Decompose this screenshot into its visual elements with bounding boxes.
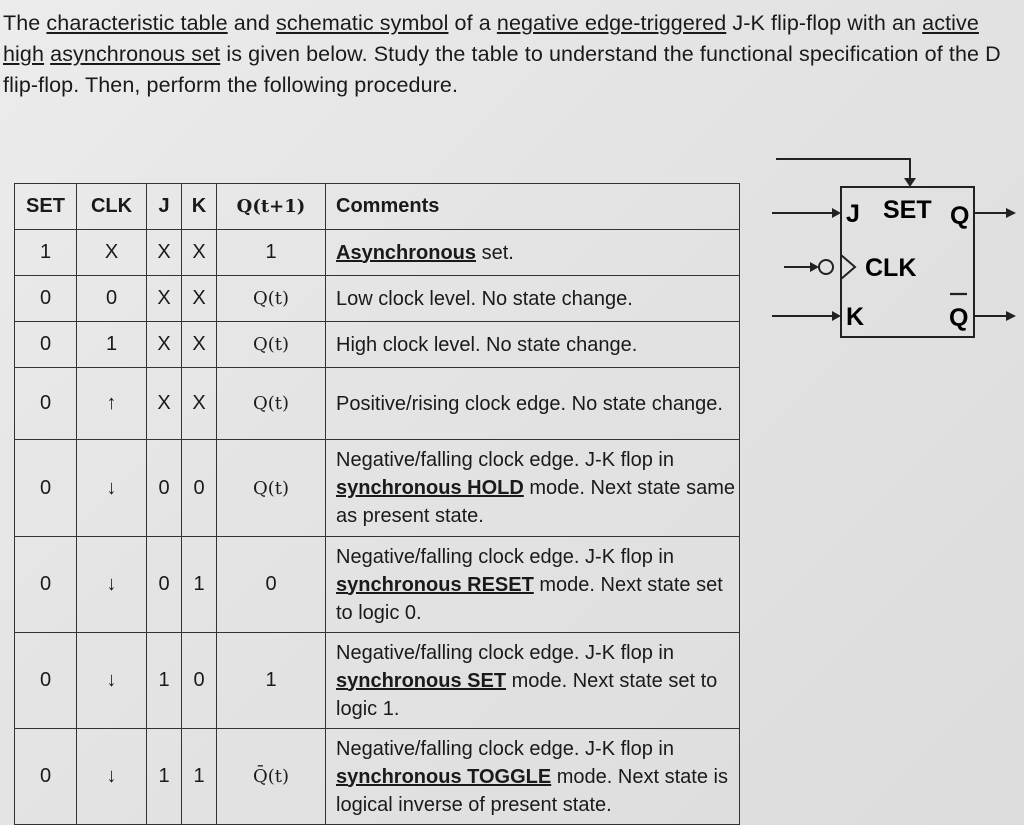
cell-set: 0 (15, 633, 77, 729)
clk-inversion-bubble (819, 260, 833, 274)
clk-label: CLK (865, 254, 917, 282)
cell-clk: ↓ (77, 729, 147, 825)
cell-clk: X (77, 230, 147, 276)
cell-k: X (182, 368, 217, 440)
cell-k: X (182, 230, 217, 276)
comment-after: mode. Next state same as present state. (336, 477, 735, 527)
intro-underline-async-set: asynchronous set (50, 42, 221, 66)
cell-j: X (147, 322, 182, 368)
jk-flip-flop-symbol (770, 150, 1020, 350)
comment-before: Negative/falling clock edge. J-K flop in (336, 641, 674, 664)
cell-comment (326, 440, 740, 537)
table-row (15, 537, 740, 633)
table-row (15, 368, 740, 440)
cell-comment: Positive/rising clock edge. No state change. (326, 368, 740, 440)
header-clk: CLK (77, 184, 147, 230)
cell-j: X (147, 276, 182, 322)
cell-j: 0 (147, 537, 182, 633)
cell-k: X (182, 276, 217, 322)
cell-comment: High clock level. No state change. (326, 322, 740, 368)
qbar-label: Q (949, 304, 969, 332)
cell-comment (326, 230, 740, 276)
intro-paragraph (3, 8, 1013, 101)
comment-mode: synchronous HOLD (336, 477, 524, 499)
q-arrow-icon (1006, 208, 1016, 218)
cell-next-state: Q̄(t) (217, 729, 326, 825)
table-row (15, 322, 740, 368)
comment-mode: Asynchronous (336, 241, 477, 264)
intro-underline-characteristic-table: characteristic table (46, 11, 228, 35)
cell-clk: 0 (77, 276, 147, 322)
table-row (15, 276, 740, 322)
cell-clk: ↑ (77, 368, 147, 440)
table-row (15, 440, 740, 537)
j-label: J (846, 200, 860, 228)
cell-next-state: 1 (217, 633, 326, 729)
table-row (15, 230, 740, 276)
intro-text-1: The (3, 11, 47, 35)
cell-j: 1 (147, 633, 182, 729)
cell-next-state: Q(t) (217, 440, 326, 537)
k-arrow-icon (832, 311, 841, 321)
comment-after: set. (476, 241, 514, 264)
flip-flop-svg (770, 150, 1020, 350)
comment-mode: synchronous RESET (336, 573, 534, 596)
j-arrow-icon (832, 208, 841, 218)
cell-k: 0 (182, 440, 217, 537)
cell-comment (326, 537, 740, 633)
cell-k: X (182, 322, 217, 368)
cell-comment (326, 729, 740, 825)
cell-next-state: 1 (217, 230, 326, 276)
set-input-wire (776, 159, 910, 183)
cell-clk: ↓ (77, 537, 147, 633)
comment-after: mode. Next state set to logic 1. (336, 669, 718, 720)
characteristic-table (14, 183, 740, 825)
comment-before: Negative/falling clock edge. J-K flop in (336, 737, 674, 760)
cell-j: X (147, 368, 182, 440)
header-comments: Comments (326, 184, 740, 230)
cell-set: 0 (15, 537, 77, 633)
cell-k: 1 (182, 537, 217, 633)
cell-set: 0 (15, 440, 77, 537)
cell-set: 0 (15, 322, 77, 368)
cell-j: 1 (147, 729, 182, 825)
cell-j: X (147, 230, 182, 276)
cell-clk: ↓ (77, 633, 147, 729)
cell-next-state: Q(t) (217, 368, 326, 440)
cell-j: 0 (147, 440, 182, 537)
cell-clk: ↓ (77, 440, 147, 537)
header-set: SET (15, 184, 77, 230)
table-header-row (15, 184, 740, 230)
intro-underline-schematic-symbol: schematic symbol (276, 11, 449, 35)
cell-k: 0 (182, 633, 217, 729)
cell-comment (326, 633, 740, 729)
comment-before: Negative/falling clock edge. J-K flop in (336, 449, 674, 471)
comment-after: mode. Next state set to logic 0. (336, 573, 723, 624)
intro-text-2: and (227, 11, 276, 35)
comment-before: Negative/falling clock edge. J-K flop in (336, 545, 674, 568)
k-label: K (846, 303, 865, 331)
cell-set: 1 (15, 230, 77, 276)
intro-text-4: J-K flip-flop with an (726, 11, 923, 35)
clk-edge-triangle (841, 255, 855, 279)
q-label: Q (950, 202, 970, 230)
cell-k: 1 (182, 729, 217, 825)
intro-underline-active-high: active high (3, 11, 979, 66)
header-next-state: Q(t+1) (217, 184, 326, 230)
table-row (15, 729, 740, 825)
cell-next-state: Q(t) (217, 276, 326, 322)
cell-set: 0 (15, 729, 77, 825)
clk-arrow-icon (810, 262, 819, 272)
qbar-arrow-icon (1006, 311, 1016, 321)
cell-clk: 1 (77, 322, 147, 368)
table-row (15, 633, 740, 729)
comment-mode: synchronous SET (336, 669, 507, 692)
comment-after: mode. Next state is logical inverse of present state. (336, 765, 728, 816)
header-k: K (182, 184, 217, 230)
set-label: SET (883, 196, 932, 224)
comment-mode: synchronous TOGGLE (336, 765, 552, 788)
header-j: J (147, 184, 182, 230)
cell-next-state: Q(t) (217, 322, 326, 368)
intro-text-3: of a (448, 11, 497, 35)
cell-set: 0 (15, 368, 77, 440)
intro-underline-negative-edge: negative edge-triggered (496, 11, 727, 35)
set-arrow-icon (904, 178, 916, 187)
cell-set: 0 (15, 276, 77, 322)
cell-comment: Low clock level. No state change. (326, 276, 740, 322)
intro-text-6: is given below. Study the table to understand the functional specification of the D flip-flop. Then, perform the following procedure. (3, 42, 1001, 97)
cell-next-state: 0 (217, 537, 326, 633)
